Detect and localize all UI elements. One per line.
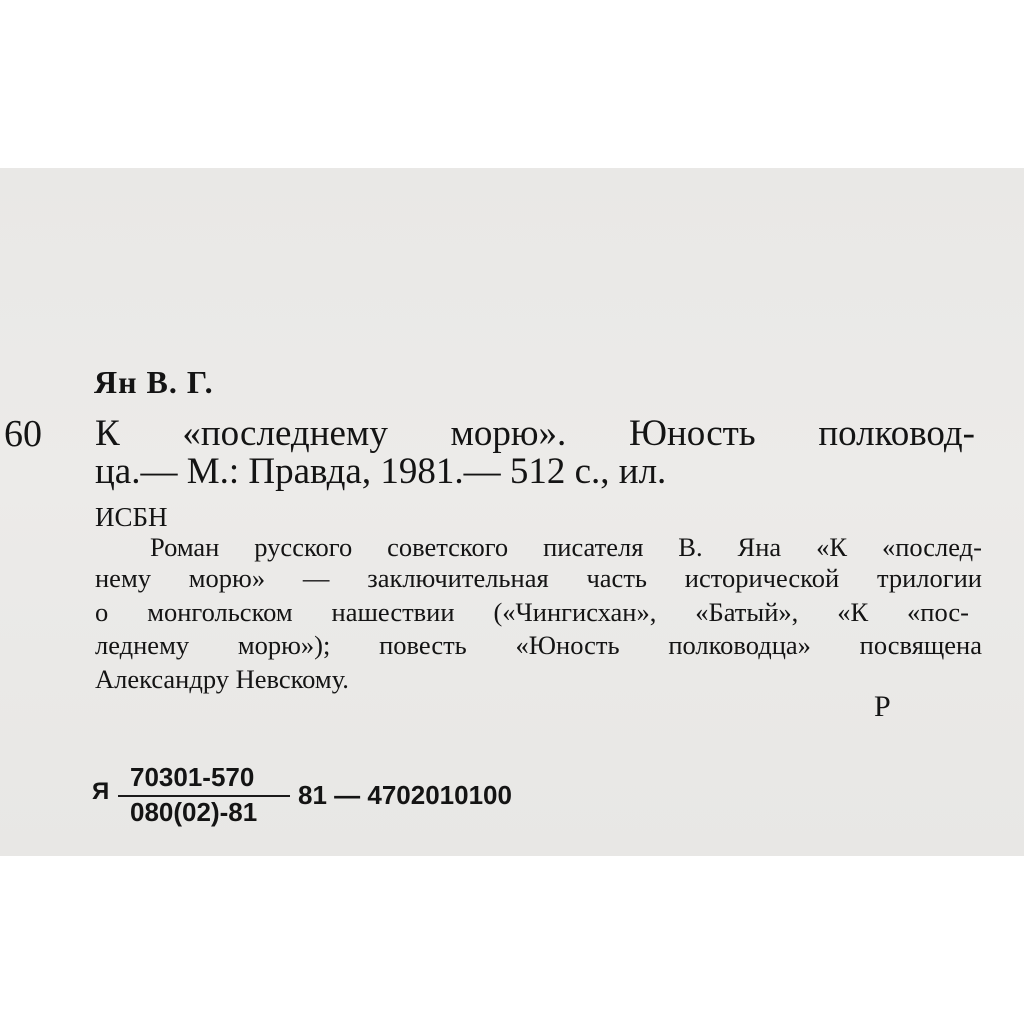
annotation-line-1: Роман русского советского писателя В. Яна «К «послед- <box>150 532 982 562</box>
code-letter: Я <box>92 778 110 805</box>
isbn-label: ИСБН <box>95 502 168 532</box>
classification-mark: Р <box>874 690 891 723</box>
index-fragment: 60 <box>4 413 42 455</box>
title-line-2: ца.— М.: Правда, 1981.— 512 с., ил. <box>95 451 667 492</box>
code-numerator: 70301-570 <box>130 762 255 792</box>
title-line-1: К «последнему морю». Юность полковод- <box>95 413 975 454</box>
annotation-line-4: леднему морю»); повесть «Юность полководца» посвящена <box>95 630 982 660</box>
code-tail: 81 — 4702010100 <box>298 780 512 810</box>
annotation-line-5: Александру Невскому. <box>95 664 349 694</box>
annotation-line-2: нему морю» — заключительная часть исторической трилогии <box>95 563 982 593</box>
code-denominator: 080(02)-81 <box>130 797 258 827</box>
author-heading: Ян В. Г. <box>94 364 214 400</box>
annotation-line-3: о монгольском нашествии («Чингисхан», «Батый», «К «пос- <box>95 597 969 627</box>
